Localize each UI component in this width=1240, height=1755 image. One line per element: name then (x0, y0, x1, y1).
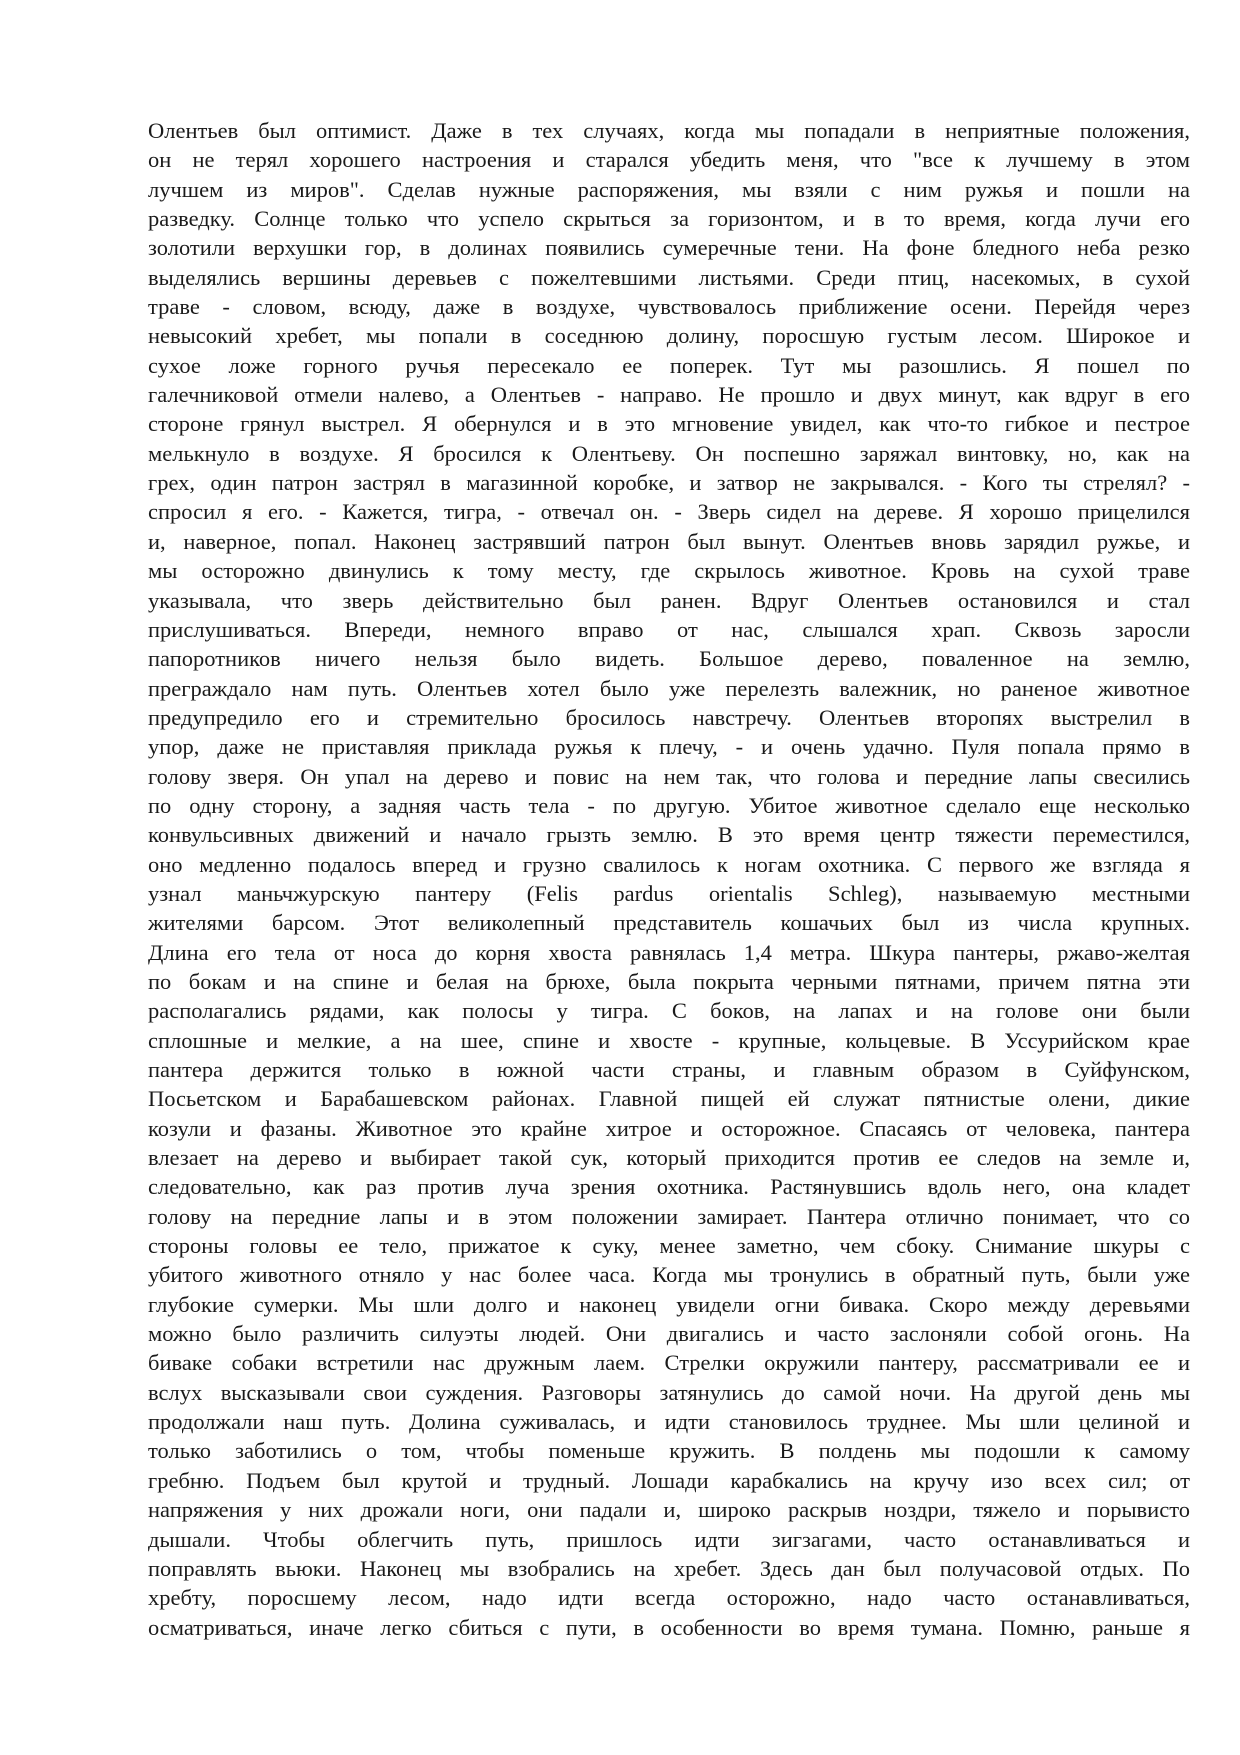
text-line: дышали. Чтобы облегчить путь, пришлось идти зигзагами, часто останавливаться и (148, 1526, 1190, 1552)
text-line: указывала, что зверь действительно был ранен. Вдруг Олентьев остановился и стал (148, 587, 1190, 613)
text-line: вслух высказывали свои суждения. Разговоры затянулись до самой ночи. На другой день мы (148, 1379, 1190, 1405)
text-line: стороне грянул выстрел. Я обернулся и в это мгновение увидел, как что-то гибкое и пестрое (148, 411, 1190, 437)
text-line: стороны головы ее тело, прижатое к суку, менее заметно, чем сбоку. Снимание шкуры с (148, 1233, 1190, 1259)
body-text (148, 116, 1190, 1642)
text-line: сплошные и мелкие, а на шее, спине и хвосте - крупные, кольцевые. В Уссурийском крае (148, 1027, 1190, 1053)
text-line: невысокий хребет, мы попали в соседнюю долину, поросшую густым лесом. Широкое и (148, 323, 1190, 349)
text-line: пантера держится только в южной части страны, и главным образом в Суйфунском, (148, 1057, 1190, 1082)
text-line: по одну сторону, а задняя часть тела - по другую. Убитое животное сделало еще несколько (148, 792, 1190, 818)
text-line: лучшем из миров". Сделав нужные распоряжения, мы взяли с ним ружья и пошли на (148, 176, 1190, 202)
text-line: жителями барсом. Этот великолепный представитель кошачьих был из числа крупных. (148, 910, 1190, 936)
text-line: упор, даже не приставляя приклада ружья к плечу, - и очень удачно. Пуля попала прямо в (148, 734, 1190, 760)
text-line: мелькнуло в воздухе. Я бросился к Олентьеву. Он поспешно заряжал винтовку, но, как на (148, 440, 1190, 466)
text-line: влезает на дерево и выбирает такой сук, который приходится против ее следов на земле и, (148, 1145, 1190, 1171)
text-line: глубокие сумерки. Мы шли долго и наконец увидели огни бивака. Скоро между деревьями (148, 1291, 1190, 1317)
text-line: по бокам и на спине и белая на брюхе, была покрыта черными пятнами, причем пятна эти (148, 968, 1190, 994)
text-line: прислушиваться. Впереди, немного вправо от нас, слышался храп. Сквозь заросли (148, 616, 1190, 642)
text-line: грех, один патрон застрял в магазинной коробке, и затвор не закрывался. - Кого ты стрелял? - (148, 470, 1190, 496)
text-line: располагались рядами, как полосы у тигра. С боков, на лапах и на голове они были (148, 998, 1190, 1024)
text-line: папоротников ничего нельзя было видеть. Большое дерево, поваленное на землю, (148, 646, 1190, 672)
text-line: мы осторожно двинулись к тому месту, где скрылось животное. Кровь на сухой траве (148, 558, 1190, 584)
text-line: Олентьев был оптимист. Даже в тех случаях, когда мы попадали в неприятные положения, (148, 118, 1190, 143)
text-line: биваке собаки встретили нас дружным лаем. Стрелки окружили пантеру, рассматривали ее и (148, 1350, 1190, 1376)
text-line: галечниковой отмели налево, а Олентьев - направо. Не прошло и двух минут, как вдруг в его (148, 382, 1190, 408)
text-line: спросил я его. - Кажется, тигра, - отвечал он. - Зверь сидел на дереве. Я хорошо прицелился (148, 499, 1190, 525)
text-line: узнал маньчжурскую пантеру (Felis pardus orientalis Schleg), называемую местными (148, 880, 1190, 906)
text-line: Длина его тела от носа до корня хвоста равнялась 1,4 метра. Шкура пантеры, ржаво-желтая (148, 939, 1190, 965)
text-line: предупредило его и стремительно бросилось навстречу. Олентьев второпях выстрелил в (148, 704, 1190, 730)
text-line: он не терял хорошего настроения и старался убедить меня, что "все к лучшему в этом (148, 147, 1190, 173)
text-line: золотили верхушки гор, в долинах появились сумеречные тени. На фоне бледного неба резко (148, 235, 1190, 261)
text-line: конвульсивных движений и начало грызть землю. В это время центр тяжести переместился, (148, 822, 1190, 848)
text-line: преграждало нам путь. Олентьев хотел было уже перелезть валежник, но раненое животное (148, 675, 1190, 701)
text-line: осматриваться, иначе легко сбиться с пути, в особенности во время тумана. Помню, раньше я (148, 1614, 1190, 1640)
text-line: поправлять вьюки. Наконец мы взобрались на хребет. Здесь дан был получасовой отдых. По (148, 1555, 1190, 1581)
text-line: можно было различить силуэты людей. Они двигались и часто заслоняли собой огонь. На (148, 1321, 1190, 1347)
text-line: и, наверное, попал. Наконец застрявший патрон был вынут. Олентьев вновь зарядил ружье, и (148, 528, 1190, 554)
text-line: траве - словом, всюду, даже в воздухе, чувствовалось приближение осени. Перейдя через (148, 294, 1190, 320)
text-line: голову на передние лапы и в этом положении замирает. Пантера отлично понимает, что со (148, 1203, 1190, 1229)
text-line: хребту, поросшему лесом, надо идти всегда осторожно, надо часто останавливаться, (148, 1585, 1190, 1611)
text-line: следовательно, как раз против луча зрения охотника. Растянувшись вдоль него, она кладет (148, 1174, 1190, 1200)
text-line: Посьетском и Барабашевском районах. Главной пищей ей служат пятнистые олени, дикие (148, 1086, 1190, 1112)
text-line: голову зверя. Он упал на дерево и повис на нем так, что голова и передние лапы свесились (148, 763, 1190, 789)
text-line: убитого животного отняло у нас более часа. Когда мы тронулись в обратный путь, были уже (148, 1262, 1190, 1288)
text-line: выделялись вершины деревьев с пожелтевшими листьями. Среди птиц, насекомых, в сухой (148, 264, 1190, 290)
text-line: гребню. Подъем был крутой и трудный. Лошади карабкались на кручу изо всех сил; от (148, 1467, 1190, 1493)
text-line: напряжения у них дрожали ноги, они падали и, широко раскрыв ноздри, тяжело и порывисто (148, 1497, 1190, 1523)
text-line: оно медленно подалось вперед и грузно свалилось к ногам охотника. С первого же взгляда я (148, 851, 1190, 877)
text-line: сухое ложе горного ручья пересекало ее поперек. Тут мы разошлись. Я пошел по (148, 352, 1190, 378)
text-line: разведку. Солнце только что успело скрыться за горизонтом, и в то время, когда лучи его (148, 206, 1190, 232)
text-line: продолжали наш путь. Долина суживалась, и идти становилось труднее. Мы шли целиной и (148, 1409, 1190, 1435)
text-line: только заботились о том, чтобы поменьше кружить. В полдень мы подошли к самому (148, 1438, 1190, 1464)
text-line: козули и фазаны. Животное это крайне хитрое и осторожное. Спасаясь от человека, пантера (148, 1115, 1190, 1141)
